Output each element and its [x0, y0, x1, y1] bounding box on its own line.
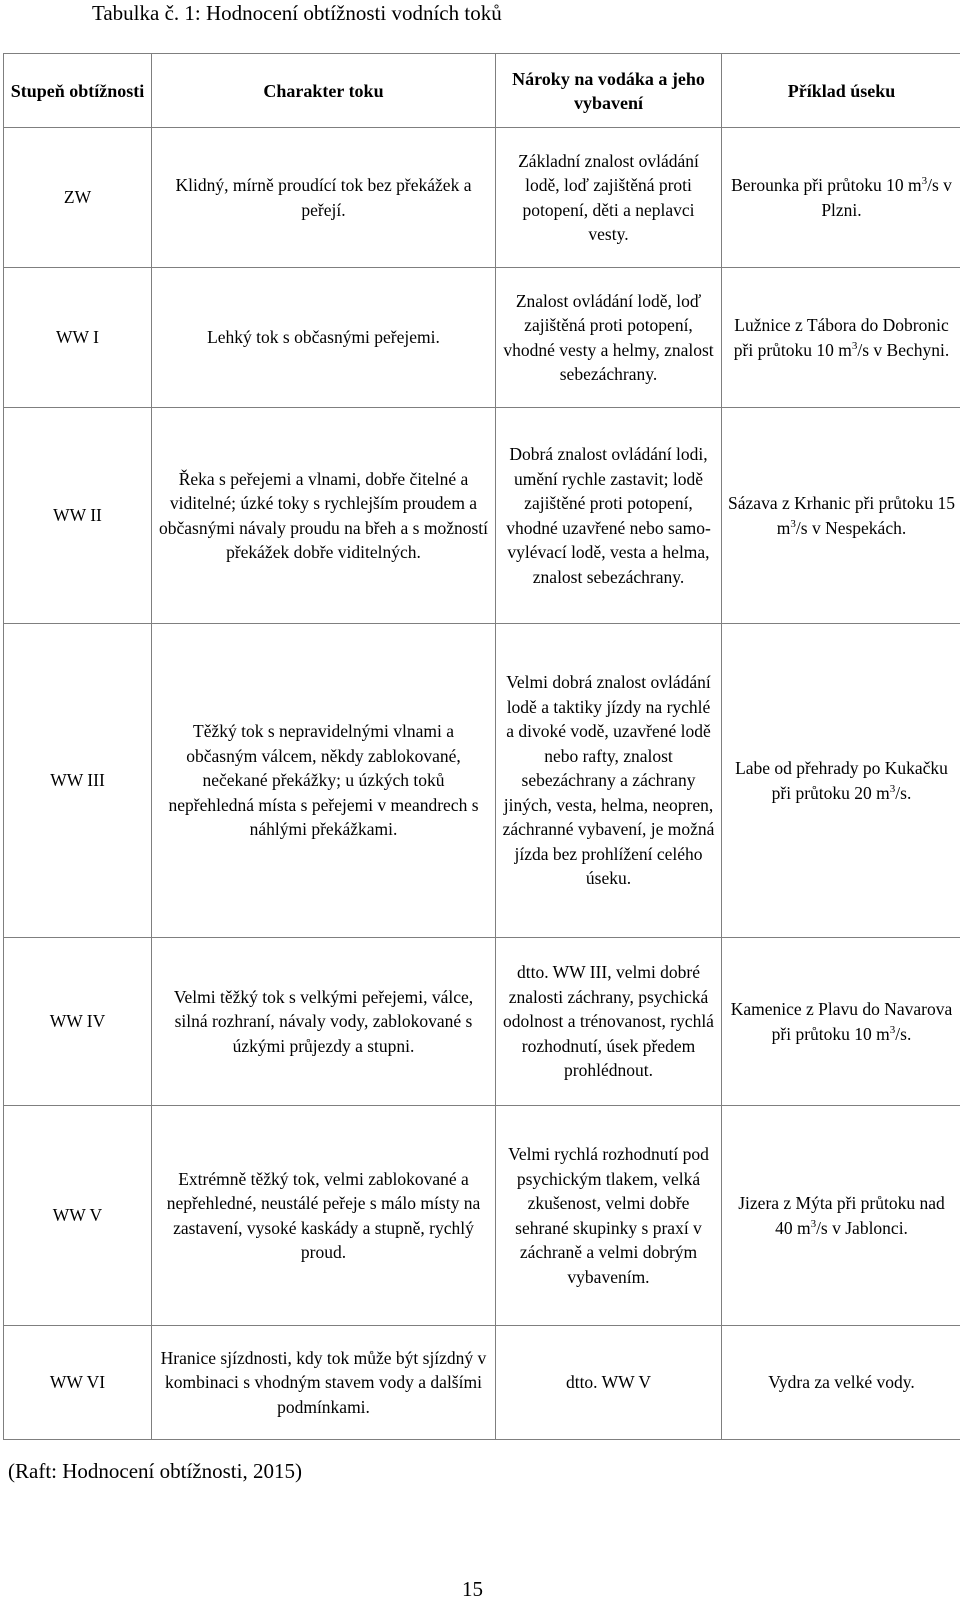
- requirements-cell: Velmi dobrá znalost ovládání lodě a taktiky jízdy na rychlé a divoké vodě, uzavřené lodě nebo rafty, znalost sebezáchrany a záchrany jiných, vesta, helma, neopren, záchranné vybavení, je možná jízda bez prohlížení celého úseku.: [496, 624, 722, 938]
- grade-cell: WW V: [4, 1106, 152, 1326]
- superscript: 3: [889, 1023, 896, 1036]
- example-cell: [722, 268, 960, 408]
- example-text: Lužnice z Tábora do Dobronic při průtoku 10 m: [733, 315, 949, 360]
- character-cell: Řeka s peřejemi a vlnami, dobře čitelné a viditelné; úzké toky s rychlejším proudem a občasnými návaly proudu na břeh a s možností překážek dobře viditelných.: [152, 408, 496, 624]
- table-row: [4, 938, 960, 1106]
- character-cell: Velmi těžký tok s velkými peřejemi, válce, silná rozhraní, návaly vody, zablokované s úzkými průjezdy a stupni.: [152, 938, 496, 1106]
- example-text: Kamenice z Plavu do Navarova při průtoku 10 m: [730, 999, 953, 1044]
- table-caption: Tabulka č. 1: Hodnocení obtížnosti vodních toků: [92, 1, 502, 25]
- requirements-cell: Dobrá znalost ovládání lodi, umění rychle zastavit; lodě zajištěné proti potopení, vhodné uzavřené nebo samo-vylévací lodě, vesta a helma, znalost sebezáchrany.: [496, 408, 722, 624]
- character-cell: Klidný, mírně proudící tok bez překážek a peřejí.: [152, 128, 496, 268]
- superscript: 3: [851, 339, 858, 352]
- example-text-end: /s v Plzni.: [821, 175, 952, 220]
- requirements-cell: Velmi rychlá rozhodnutí pod psychickým tlakem, velká zkušenost, velmi dobře sehrané skupinky s praxí v záchraně a velmi dobrým vybavením.: [496, 1106, 722, 1326]
- example-text-end: /s v Jablonci.: [816, 1217, 908, 1238]
- difficulty-table: [3, 53, 960, 1440]
- grade-cell: WW II: [4, 408, 152, 624]
- header-requirements: Nároky na vodáka a jeho vybavení: [496, 54, 722, 128]
- example-text-end: /s.: [895, 1023, 912, 1044]
- superscript: 3: [921, 175, 928, 187]
- example-cell: [722, 1106, 960, 1326]
- source-note: (Raft: Hodnocení obtížnosti, 2015): [8, 1459, 302, 1483]
- example-text: Jizera z Mýta při průtoku nad 40 m: [738, 1193, 945, 1238]
- character-cell: Těžký tok s nepravidelnými vlnami a občasným válcem, někdy zablokované, nečekané překážky; u úzkých toků nepřehledná místa s peřejemi v meandrech s náhlými překážkami.: [152, 624, 496, 938]
- header-example: Příklad úseku: [722, 54, 960, 128]
- superscript: 3: [790, 517, 796, 530]
- superscript: 3: [810, 1217, 817, 1230]
- table-row: [4, 1326, 960, 1440]
- grade-cell: WW IV: [4, 938, 152, 1106]
- grade-cell: WW I: [4, 268, 152, 408]
- table-row: [4, 268, 960, 408]
- example-cell: [722, 128, 960, 268]
- table-row: [4, 408, 960, 624]
- grade-cell: WW III: [4, 624, 152, 938]
- character-cell: Extrémně těžký tok, velmi zablokované a nepřehledné, neustálé peřeje s málo místy na zastavení, vysoké kaskády a stupně, rychlý proud.: [152, 1106, 496, 1326]
- example-text: Labe od přehrady po Kukačku při průtoku 20 m: [735, 758, 948, 803]
- example-text-end: /s.: [895, 782, 912, 803]
- example-text: Sázava z Krhanic při průtoku 15 m: [728, 493, 955, 538]
- example-cell: [722, 408, 960, 624]
- requirements-cell: dtto. WW III, velmi dobré znalosti záchrany, psychická odolnost a trénovanost, rychlá rozhodnutí, úsek předem prohlédnout.: [496, 938, 722, 1106]
- requirements-cell: dtto. WW V: [496, 1326, 722, 1440]
- header-grade: Stupeň obtížnosti: [4, 54, 152, 128]
- header-character: Charakter toku: [152, 54, 496, 128]
- example-text: Vydra za velké vody.: [768, 1372, 915, 1393]
- character-cell: Hranice sjízdnosti, kdy tok může být sjízdný v kombinaci s vhodným stavem vody a dalšími podmínkami.: [152, 1326, 496, 1440]
- character-cell: Lehký tok s občasnými peřejemi.: [152, 268, 496, 408]
- example-text-end: /s v Nespekách.: [795, 517, 907, 538]
- superscript: 3: [889, 782, 896, 795]
- example-cell: [722, 1326, 960, 1440]
- table-header-row: [4, 54, 960, 128]
- example-cell: [722, 624, 960, 938]
- example-text-end: /s v Bechyni.: [857, 339, 950, 360]
- grade-cell: WW VI: [4, 1326, 152, 1440]
- requirements-cell: Základní znalost ovládání lodě, loď zajištěná proti potopení, děti a neplavci vesty.: [496, 128, 722, 268]
- page-number: 15: [462, 1577, 483, 1601]
- grade-cell: ZW: [4, 128, 152, 268]
- table-row: [4, 1106, 960, 1326]
- example-cell: [722, 938, 960, 1106]
- table-row: [4, 624, 960, 938]
- example-text: Berounka při průtoku 10 m: [731, 175, 922, 195]
- requirements-cell: Znalost ovládání lodě, loď zajištěná proti potopení, vhodné vesty a helmy, znalost sebezáchrany.: [496, 268, 722, 408]
- table-row: [4, 128, 960, 268]
